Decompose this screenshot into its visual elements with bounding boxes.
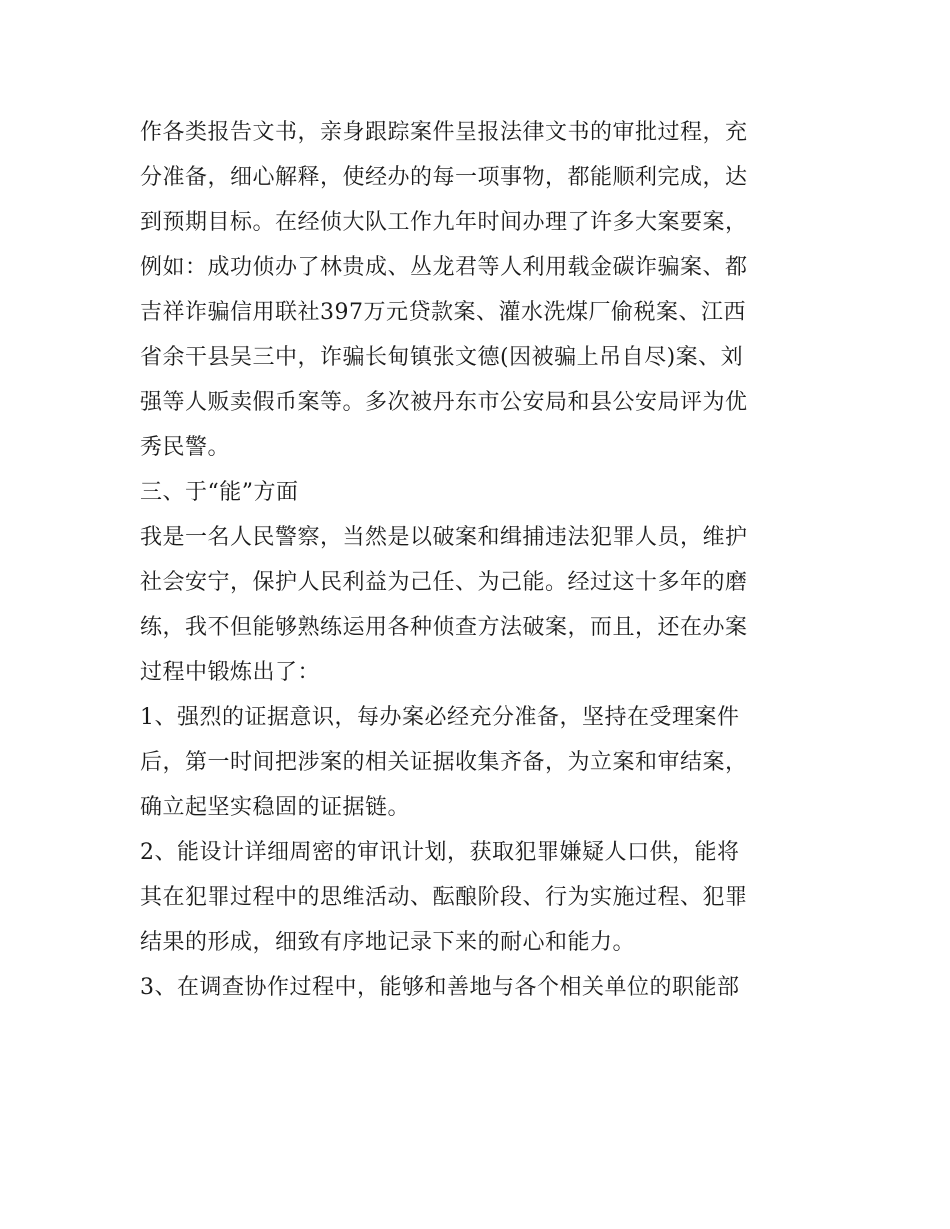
- list-item-line: 后，第一时间把涉案的相关证据收集齐备，为立案和审结案，: [140, 750, 748, 775]
- text-line: 分准备，细心解释，使经办的每一项事物，都能顺利完成，达: [140, 165, 748, 190]
- list-item-line: 其在犯罪过程中的思维活动、酝酿阶段、行为实施过程、犯罪: [140, 885, 748, 910]
- text-line: 强等人贩卖假币案等。多次被丹东市公安局和县公安局评为优: [140, 390, 748, 415]
- text-line: 省余干县吴三中，诈骗长甸镇张文德(因被骗上吊自尽)案、刘: [140, 345, 744, 370]
- list-item-line: 结果的形成，细致有序地记录下来的耐心和能力。: [140, 930, 636, 955]
- text-line: 吉祥诈骗信用联社397万元贷款案、灌水洗煤厂偷税案、江西: [140, 300, 746, 325]
- list-item-line: 3、在调查协作过程中，能够和善地与各个相关单位的职能部: [140, 975, 740, 1000]
- text-line: 到预期目标。在经侦大队工作九年时间办理了许多大案要案，: [140, 210, 748, 235]
- list-item-line: 确立起坚实稳固的证据链。: [140, 795, 411, 820]
- text-line: 例如：成功侦办了林贵成、丛龙君等人利用载金碳诈骗案、都: [140, 255, 748, 280]
- text-line: 我是一名人民警察，当然是以破案和缉捕违法犯罪人员，维护: [140, 525, 748, 550]
- list-item-line: 1、强烈的证据意识，每办案必经充分准备，坚持在受理案件: [140, 705, 740, 730]
- text-line: 练，我不但能够熟练运用各种侦查方法破案，而且，还在办案: [140, 615, 748, 640]
- text-line: 过程中锻炼出了：: [140, 660, 321, 685]
- document-body: [140, 110, 820, 1010]
- text-line: 作各类报告文书，亲身跟踪案件呈报法律文书的审批过程，充: [140, 120, 748, 145]
- text-line: 社会安宁，保护人民利益为己任、为己能。经过这十多年的磨: [140, 570, 748, 595]
- text-line: 秀民警。: [140, 435, 231, 460]
- section-heading: 三、于“能”方面: [140, 480, 299, 505]
- list-item-line: 2、能设计详细周密的审讯计划，获取犯罪嫌疑人口供，能将: [140, 840, 740, 865]
